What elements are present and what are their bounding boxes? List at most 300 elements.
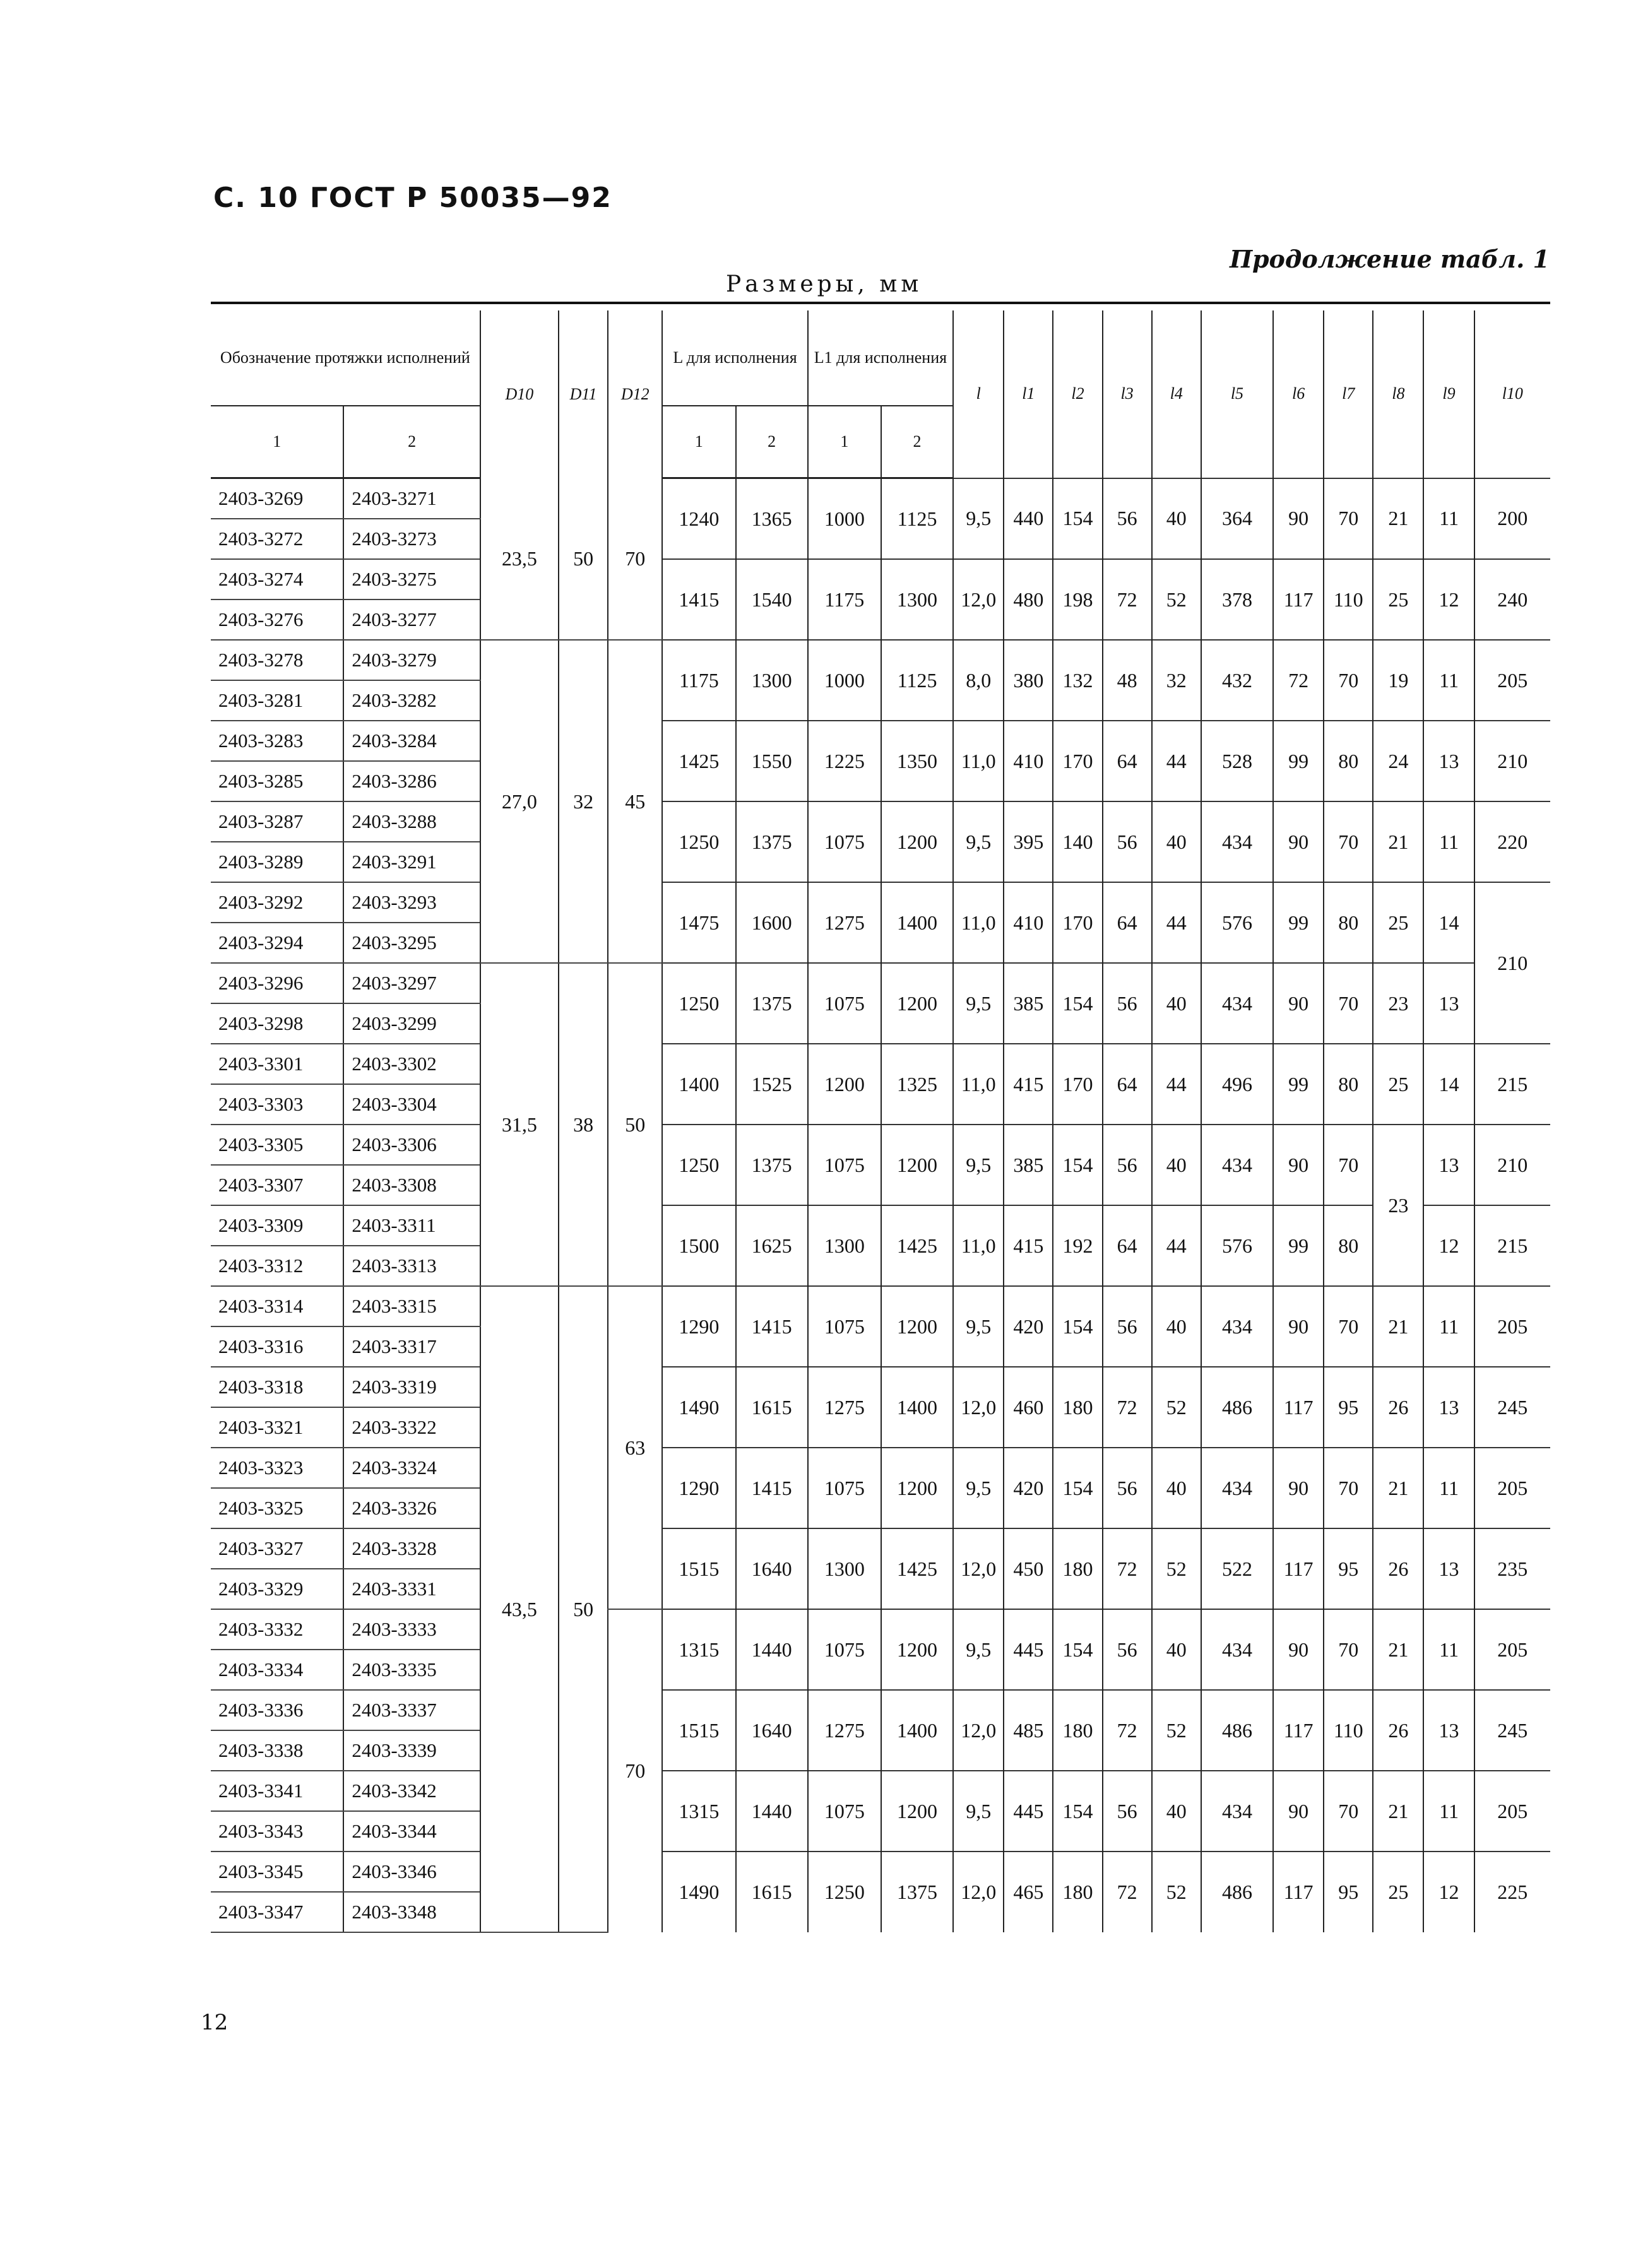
value-l8: 21 [1373,478,1423,560]
header-L1: L1 для исполнения [808,310,953,406]
value-l1-2: 1200 [881,1771,953,1852]
value-l10: 240 [1474,559,1550,640]
value-l10: 205 [1474,1771,1550,1852]
designation-v2: 2403-3346 [343,1852,480,1892]
designation-v1: 2403-3325 [211,1488,343,1528]
page-number: 12 [201,2010,228,2035]
header-designation-2: 2 [343,406,480,478]
value-l1: 380 [1004,640,1053,721]
value-l2: 1375 [736,1125,808,1205]
designation-v1: 2403-3312 [211,1246,343,1286]
value-l2: 154 [1053,1771,1102,1852]
value-l2: 140 [1053,801,1102,882]
value-l4: 44 [1152,1044,1201,1125]
designation-v1: 2403-3314 [211,1286,343,1326]
value-l3: 56 [1103,478,1152,560]
header-L1-1: 1 [808,406,881,478]
value-l1: 1515 [662,1690,735,1771]
designation-v2: 2403-3322 [343,1407,480,1448]
value-l5: 486 [1201,1852,1273,1932]
value-l2: 132 [1053,640,1102,721]
designation-v2: 2403-3306 [343,1125,480,1165]
designation-v2: 2403-3335 [343,1650,480,1690]
header-L1-2: 2 [881,406,953,478]
value-l3: 64 [1103,1044,1152,1125]
value-l7: 70 [1324,1286,1373,1367]
designation-v1: 2403-3309 [211,1205,343,1246]
value-l2: 1440 [736,1771,808,1852]
value-l9: 11 [1423,1286,1474,1367]
value-l6: 90 [1273,801,1324,882]
table-row [211,1125,1550,1165]
value-l9: 14 [1423,1044,1474,1125]
d12-value: 70 [608,1609,662,1932]
table-row [211,1690,1550,1730]
value-l1-2: 1300 [881,559,953,640]
value-l3: 56 [1103,1448,1152,1528]
designation-v1: 2403-3296 [211,963,343,1003]
value-l1-2: 1400 [881,1690,953,1771]
value-l10: 220 [1474,801,1550,882]
designation-v1: 2403-3334 [211,1650,343,1690]
value-l1: 1250 [662,801,735,882]
value-l7: 70 [1324,1125,1373,1205]
value-l8: 26 [1373,1528,1423,1609]
value-l1: 485 [1004,1690,1053,1771]
designation-v2: 2403-3282 [343,680,480,721]
value-l5: 576 [1201,1205,1273,1286]
designation-v1: 2403-3303 [211,1084,343,1125]
value-l4: 40 [1152,1125,1201,1205]
value-l8: 25 [1373,1852,1423,1932]
value-l7: 80 [1324,1205,1373,1286]
value-l1: 460 [1004,1367,1053,1448]
designation-v1: 2403-3298 [211,1003,343,1044]
value-l10: 245 [1474,1690,1550,1771]
value-l7: 70 [1324,801,1373,882]
header-d10: D10 [480,310,559,478]
value-l6: 90 [1273,1448,1324,1528]
value-l7: 70 [1324,1609,1373,1690]
table-row [211,1286,1550,1326]
value-l7: 95 [1324,1852,1373,1932]
value-l1: 1515 [662,1528,735,1609]
value-l1-2: 1200 [881,801,953,882]
value-l: 9,5 [953,801,1004,882]
value-l6: 117 [1273,1690,1324,1771]
value-l8: 23 [1373,963,1423,1044]
value-l1: 465 [1004,1852,1053,1932]
value-l7: 70 [1324,1771,1373,1852]
value-l1: 1425 [662,721,735,801]
value-l9: 11 [1423,1771,1474,1852]
table-row [211,721,1550,761]
designation-v1: 2403-3276 [211,599,343,640]
value-l1: 445 [1004,1771,1053,1852]
designation-v2: 2403-3304 [343,1084,480,1125]
designation-v2: 2403-3302 [343,1044,480,1084]
table-row [211,1044,1550,1084]
value-l: 11,0 [953,1205,1004,1286]
designation-v2: 2403-3331 [343,1569,480,1609]
value-l1: 445 [1004,1609,1053,1690]
value-l7: 95 [1324,1367,1373,1448]
value-l7: 80 [1324,882,1373,963]
designation-v1: 2403-3321 [211,1407,343,1448]
value-l5: 576 [1201,882,1273,963]
designation-v1: 2403-3285 [211,761,343,801]
value-l9: 11 [1423,1448,1474,1528]
value-l3: 56 [1103,1771,1152,1852]
value-l8: 25 [1373,559,1423,640]
value-l6: 90 [1273,1286,1324,1367]
table-row [211,963,1550,1003]
value-l2: 1615 [736,1852,808,1932]
value-l1-1: 1000 [808,478,881,560]
value-l3: 56 [1103,801,1152,882]
value-l2: 198 [1053,559,1102,640]
value-l1: 450 [1004,1528,1053,1609]
table-row [211,1367,1550,1407]
value-l2: 180 [1053,1367,1102,1448]
value-l: 12,0 [953,559,1004,640]
designation-v1: 2403-3316 [211,1326,343,1367]
value-l6: 117 [1273,1367,1324,1448]
table-row [211,882,1550,923]
designation-v1: 2403-3338 [211,1730,343,1771]
value-l4: 52 [1152,1528,1201,1609]
designation-v2: 2403-3348 [343,1892,480,1932]
value-l2: 180 [1053,1852,1102,1932]
designation-v1: 2403-3283 [211,721,343,761]
table-continuation-label: Продолжение табл. 1 [1230,245,1550,273]
value-l2: 1415 [736,1448,808,1528]
value-l1-1: 1225 [808,721,881,801]
value-l1-1: 1075 [808,963,881,1044]
value-l6: 90 [1273,478,1324,560]
value-l4: 40 [1152,1609,1201,1690]
value-l9: 13 [1423,1690,1474,1771]
value-l4: 40 [1152,1771,1201,1852]
value-l8: 23 [1373,1125,1423,1286]
value-l10: 225 [1474,1852,1550,1932]
value-l7: 110 [1324,559,1373,640]
designation-v2: 2403-3326 [343,1488,480,1528]
value-l3: 72 [1103,1852,1152,1932]
value-l1-2: 1200 [881,1286,953,1367]
value-l5: 434 [1201,963,1273,1044]
value-l2: 154 [1053,1448,1102,1528]
designation-v2: 2403-3333 [343,1609,480,1650]
value-l2: 170 [1053,882,1102,963]
value-l9: 11 [1423,801,1474,882]
value-l1: 385 [1004,963,1053,1044]
value-l10: 210 [1474,721,1550,801]
table-row [211,1448,1550,1488]
value-l6: 99 [1273,1205,1324,1286]
d11-value: 38 [559,963,608,1286]
value-l1: 1500 [662,1205,735,1286]
table-body [211,478,1550,1933]
d10-value: 23,5 [480,478,559,641]
value-l10: 200 [1474,478,1550,560]
units-caption: Размеры, мм [726,271,923,297]
value-l5: 486 [1201,1367,1273,1448]
value-l2: 1375 [736,963,808,1044]
value-l1-1: 1175 [808,559,881,640]
designation-v1: 2403-3278 [211,640,343,680]
value-l5: 486 [1201,1690,1273,1771]
value-l: 12,0 [953,1528,1004,1609]
value-l5: 434 [1201,1609,1273,1690]
value-l1-2: 1200 [881,1609,953,1690]
header-L: L для исполнения [662,310,807,406]
d12-value: 45 [608,640,662,963]
value-l: 9,5 [953,478,1004,560]
designation-v1: 2403-3272 [211,519,343,559]
designation-v2: 2403-3342 [343,1771,480,1811]
value-l1: 1315 [662,1609,735,1690]
designation-v2: 2403-3319 [343,1367,480,1407]
value-l1-2: 1200 [881,963,953,1044]
value-l: 9,5 [953,1771,1004,1852]
value-l8: 26 [1373,1690,1423,1771]
value-l2: 1415 [736,1286,808,1367]
value-l4: 52 [1152,1852,1201,1932]
table-row [211,801,1550,842]
header-l9: l9 [1423,310,1474,478]
header-L-1: 1 [662,406,735,478]
designation-v1: 2403-3341 [211,1771,343,1811]
value-l4: 44 [1152,882,1201,963]
value-l2: 1525 [736,1044,808,1125]
value-l1: 480 [1004,559,1053,640]
d10-value: 31,5 [480,963,559,1286]
value-l: 9,5 [953,963,1004,1044]
designation-v1: 2403-3327 [211,1528,343,1569]
value-l1: 1490 [662,1852,735,1932]
value-l1-1: 1275 [808,1690,881,1771]
designation-v2: 2403-3291 [343,842,480,882]
value-l7: 70 [1324,963,1373,1044]
value-l2: 1615 [736,1367,808,1448]
header-l6: l6 [1273,310,1324,478]
value-l1-2: 1425 [881,1205,953,1286]
value-l6: 117 [1273,1528,1324,1609]
value-l10: 205 [1474,1286,1550,1367]
value-l2: 154 [1053,478,1102,560]
value-l5: 364 [1201,478,1273,560]
table-row [211,1852,1550,1892]
header-l5: l5 [1201,310,1273,478]
value-l4: 32 [1152,640,1201,721]
designation-v2: 2403-3277 [343,599,480,640]
designation-v2: 2403-3295 [343,923,480,963]
value-l: 9,5 [953,1286,1004,1367]
value-l6: 90 [1273,1125,1324,1205]
designation-v2: 2403-3297 [343,963,480,1003]
header-designation-1: 1 [211,406,343,478]
value-l4: 40 [1152,1286,1201,1367]
value-l9: 11 [1423,478,1474,560]
designation-v2: 2403-3313 [343,1246,480,1286]
value-l1: 1475 [662,882,735,963]
designation-v2: 2403-3337 [343,1690,480,1730]
value-l10: 205 [1474,640,1550,721]
table-row [211,478,1550,519]
designation-v1: 2403-3269 [211,478,343,519]
designation-v1: 2403-3343 [211,1811,343,1852]
value-l6: 72 [1273,640,1324,721]
value-l2: 1300 [736,640,808,721]
value-l4: 40 [1152,1448,1201,1528]
value-l4: 40 [1152,963,1201,1044]
value-l1: 415 [1004,1044,1053,1125]
value-l: 9,5 [953,1448,1004,1528]
d10-value: 27,0 [480,640,559,963]
designation-v2: 2403-3311 [343,1205,480,1246]
value-l1: 1175 [662,640,735,721]
value-l5: 434 [1201,1771,1273,1852]
value-l3: 72 [1103,1528,1152,1609]
value-l8: 26 [1373,1367,1423,1448]
value-l5: 528 [1201,721,1273,801]
header-l: l [953,310,1004,478]
value-l1-2: 1125 [881,478,953,560]
value-l10: 245 [1474,1367,1550,1448]
designation-v1: 2403-3292 [211,882,343,923]
table-row [211,1771,1550,1811]
value-l1-1: 1300 [808,1528,881,1609]
value-l5: 522 [1201,1528,1273,1609]
value-l1-2: 1200 [881,1125,953,1205]
value-l3: 64 [1103,882,1152,963]
value-l6: 99 [1273,1044,1324,1125]
value-l4: 44 [1152,1205,1201,1286]
value-l: 11,0 [953,721,1004,801]
value-l8: 25 [1373,1044,1423,1125]
value-l1-1: 1075 [808,1286,881,1367]
value-l2: 192 [1053,1205,1102,1286]
value-l: 11,0 [953,1044,1004,1125]
value-l8: 21 [1373,1771,1423,1852]
value-l1: 410 [1004,882,1053,963]
value-l7: 70 [1324,478,1373,560]
value-l7: 95 [1324,1528,1373,1609]
designation-v2: 2403-3273 [343,519,480,559]
table-row [211,1609,1550,1650]
value-l9: 12 [1423,559,1474,640]
value-l4: 52 [1152,1367,1201,1448]
value-l8: 21 [1373,1609,1423,1690]
value-l1: 415 [1004,1205,1053,1286]
value-l: 12,0 [953,1852,1004,1932]
page-header: С. 10 ГОСТ Р 50035—92 [213,182,612,214]
value-l1-2: 1325 [881,1044,953,1125]
value-l8: 21 [1373,801,1423,882]
header-d11: D11 [559,310,608,478]
table-row [211,1205,1550,1246]
value-l2: 1550 [736,721,808,801]
value-l1: 1250 [662,1125,735,1205]
value-l1-1: 1300 [808,1205,881,1286]
table-row [211,559,1550,599]
value-l3: 72 [1103,1690,1152,1771]
value-l1-2: 1400 [881,882,953,963]
designation-v2: 2403-3308 [343,1165,480,1205]
value-l1-2: 1400 [881,1367,953,1448]
value-l4: 40 [1152,478,1201,560]
value-l6: 117 [1273,1852,1324,1932]
value-l1: 1490 [662,1367,735,1448]
value-l1: 440 [1004,478,1053,560]
value-l6: 90 [1273,1771,1324,1852]
value-l9: 13 [1423,1528,1474,1609]
value-l1: 395 [1004,801,1053,882]
value-l3: 56 [1103,1286,1152,1367]
value-l9: 12 [1423,1852,1474,1932]
value-l7: 70 [1324,640,1373,721]
designation-v2: 2403-3344 [343,1811,480,1852]
value-l2: 1625 [736,1205,808,1286]
value-l1-1: 1000 [808,640,881,721]
value-l2: 1640 [736,1690,808,1771]
value-l9: 12 [1423,1205,1474,1286]
designation-v1: 2403-3318 [211,1367,343,1407]
value-l1-1: 1075 [808,1609,881,1690]
value-l10: 215 [1474,1205,1550,1286]
designation-v2: 2403-3324 [343,1448,480,1488]
designation-v1: 2403-3274 [211,559,343,599]
value-l8: 24 [1373,721,1423,801]
value-l1-1: 1075 [808,801,881,882]
designation-v2: 2403-3317 [343,1326,480,1367]
d11-value: 50 [559,1286,608,1932]
value-l1: 1415 [662,559,735,640]
designation-v1: 2403-3289 [211,842,343,882]
value-l9: 11 [1423,1609,1474,1690]
value-l: 9,5 [953,1125,1004,1205]
value-l8: 21 [1373,1286,1423,1367]
value-l6: 99 [1273,721,1324,801]
value-l2: 1440 [736,1609,808,1690]
value-l1-2: 1350 [881,721,953,801]
value-l9: 13 [1423,1125,1474,1205]
value-l9: 13 [1423,1367,1474,1448]
value-l5: 434 [1201,1125,1273,1205]
d11-value: 50 [559,478,608,641]
dimensions-table [211,310,1550,1933]
value-l2: 180 [1053,1528,1102,1609]
value-l1: 385 [1004,1125,1053,1205]
value-l1: 1240 [662,478,735,560]
value-l10: 205 [1474,1448,1550,1528]
value-l2: 170 [1053,1044,1102,1125]
value-l4: 52 [1152,1690,1201,1771]
value-l2: 1365 [736,478,808,560]
value-l3: 72 [1103,1367,1152,1448]
designation-v1: 2403-3323 [211,1448,343,1488]
header-l2: l2 [1053,310,1102,478]
value-l1: 1315 [662,1771,735,1852]
designation-v1: 2403-3294 [211,923,343,963]
value-l1-1: 1275 [808,1367,881,1448]
value-l2: 1600 [736,882,808,963]
designation-v2: 2403-3288 [343,801,480,842]
header-L-2: 2 [736,406,808,478]
value-l7: 80 [1324,721,1373,801]
header-l3: l3 [1103,310,1152,478]
